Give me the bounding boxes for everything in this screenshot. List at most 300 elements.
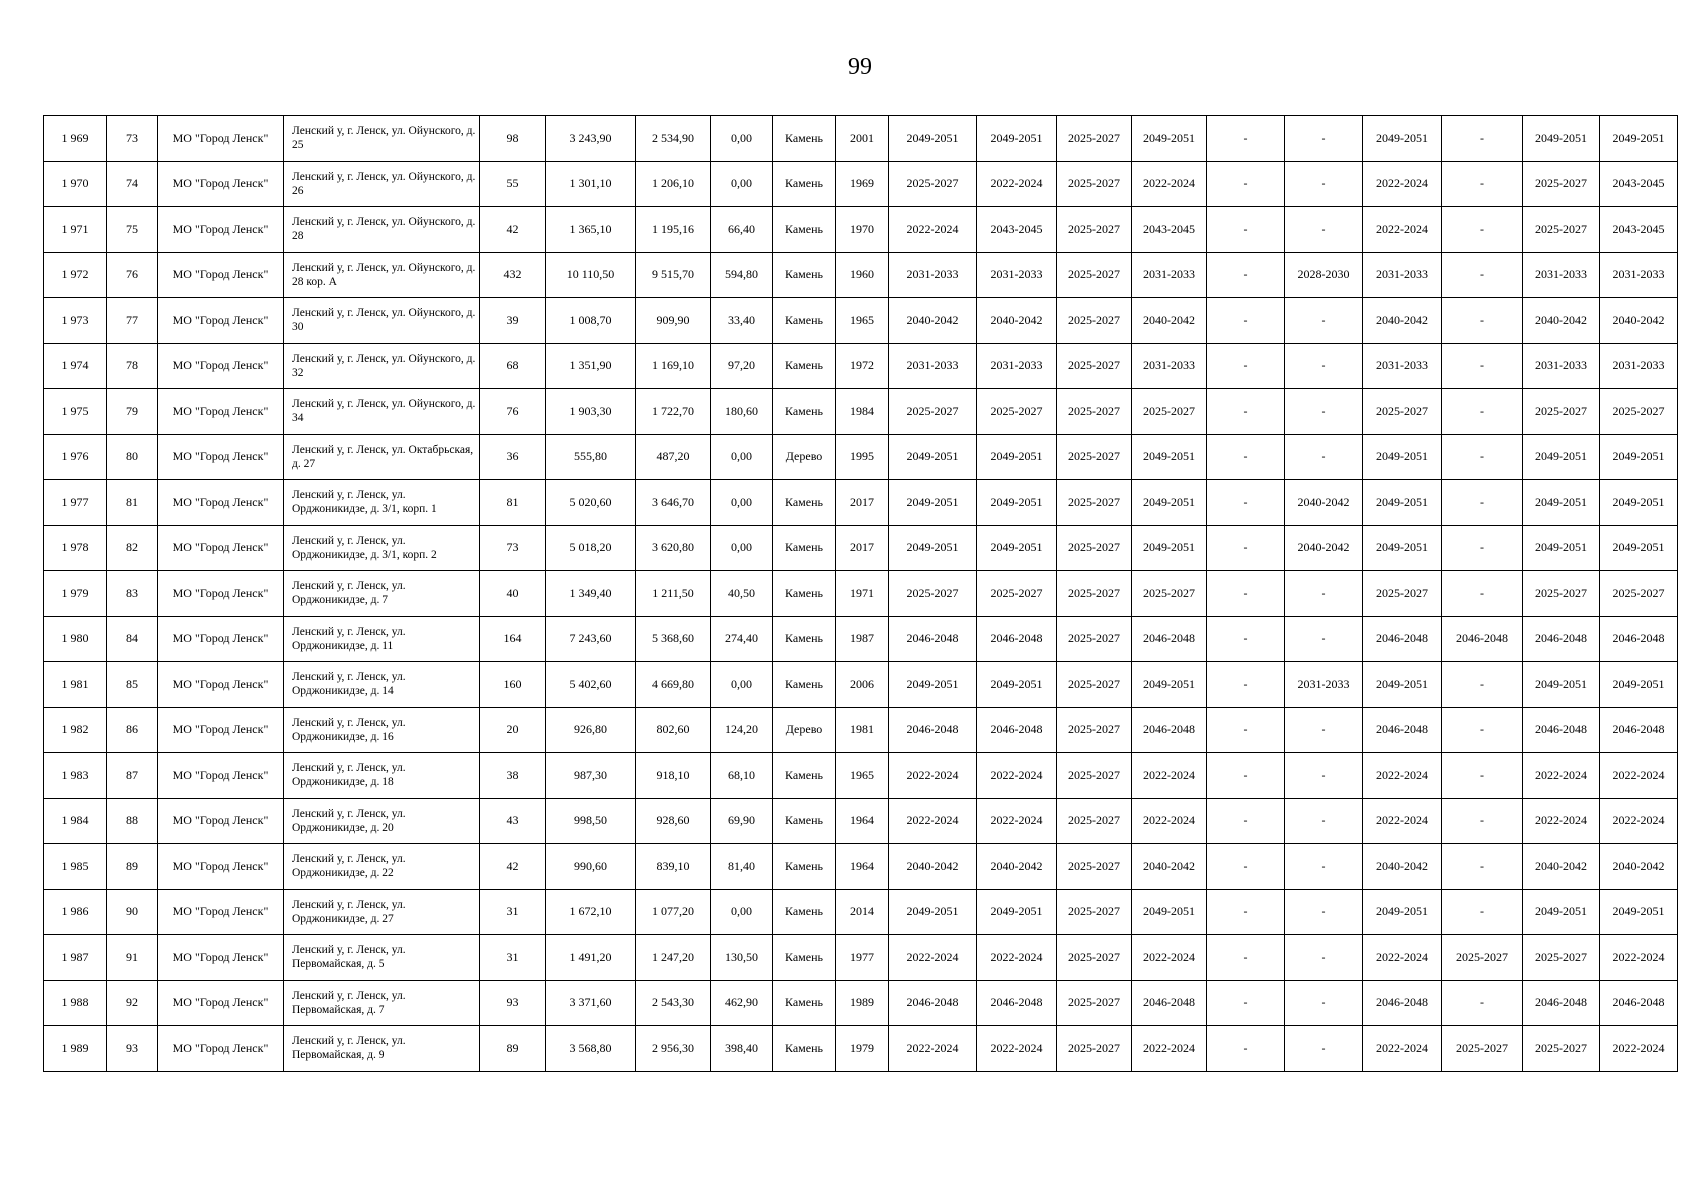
cell-period-water: - [1442, 480, 1523, 526]
cell-period-hotwater: 2025-2027 [1600, 389, 1678, 435]
cell-residents: 39 [480, 298, 546, 344]
cell-period-elevator: - [1285, 161, 1363, 207]
cell-period-facade: 2031-2033 [977, 343, 1057, 389]
cell-period-roof: 2046-2048 [889, 616, 977, 662]
cell-row-index: 1 973 [44, 298, 107, 344]
cell-total-area: 5 402,60 [546, 662, 636, 708]
cell-build-year: 1984 [836, 389, 889, 435]
cell-period-elevator: 2031-2033 [1285, 662, 1363, 708]
cell-address: Ленский у, г. Ленск, ул. Ойунского, д. 28 кор. А [284, 252, 480, 298]
cell-wall-material: Камень [773, 389, 836, 435]
cell-address: Ленский у, г. Ленск, ул. Первомайская, д. 5 [284, 935, 480, 981]
cell-period-electric: 2022-2024 [1363, 207, 1442, 253]
cell-build-year: 1965 [836, 753, 889, 799]
cell-residents: 164 [480, 616, 546, 662]
cell-municipality: МО "Город Ленск" [158, 616, 284, 662]
table-row [44, 343, 1678, 389]
cell-row-number: 89 [107, 844, 158, 890]
cell-nonliving-area: 462,90 [711, 980, 773, 1026]
cell-period-water: - [1442, 707, 1523, 753]
cell-period-roof: 2022-2024 [889, 207, 977, 253]
cell-period-roof: 2049-2051 [889, 525, 977, 571]
cell-period-gas: - [1207, 389, 1285, 435]
cell-residents: 432 [480, 252, 546, 298]
cell-row-index: 1 988 [44, 980, 107, 1026]
cell-living-area: 1 169,10 [636, 343, 711, 389]
cell-wall-material: Камень [773, 753, 836, 799]
table-row [44, 1026, 1678, 1072]
cell-period-hotwater: 2049-2051 [1600, 434, 1678, 480]
cell-period-gas: - [1207, 662, 1285, 708]
cell-period-electric: 2040-2042 [1363, 844, 1442, 890]
cell-municipality: МО "Город Ленск" [158, 980, 284, 1026]
cell-municipality: МО "Город Ленск" [158, 571, 284, 617]
cell-address: Ленский у, г. Ленск, ул. Орджоникидзе, д. 20 [284, 798, 480, 844]
cell-period-facade: 2046-2048 [977, 980, 1057, 1026]
cell-period-roof: 2046-2048 [889, 707, 977, 753]
cell-period-electric: 2022-2024 [1363, 935, 1442, 981]
cell-build-year: 1964 [836, 844, 889, 890]
cell-period-hotwater: 2040-2042 [1600, 844, 1678, 890]
cell-period-water: 2046-2048 [1442, 616, 1523, 662]
table-row [44, 389, 1678, 435]
cell-build-year: 1981 [836, 707, 889, 753]
table-row [44, 889, 1678, 935]
cell-living-area: 487,20 [636, 434, 711, 480]
cell-period-foundation: 2025-2027 [1057, 753, 1132, 799]
cell-municipality: МО "Город Ленск" [158, 798, 284, 844]
cell-row-number: 84 [107, 616, 158, 662]
cell-period-electric: 2049-2051 [1363, 480, 1442, 526]
cell-nonliving-area: 0,00 [711, 889, 773, 935]
cell-total-area: 1 365,10 [546, 207, 636, 253]
cell-nonliving-area: 274,40 [711, 616, 773, 662]
cell-address: Ленский у, г. Ленск, ул. Орджоникидзе, д. 16 [284, 707, 480, 753]
cell-nonliving-area: 81,40 [711, 844, 773, 890]
cell-period-electric: 2025-2027 [1363, 571, 1442, 617]
cell-period-facade: 2022-2024 [977, 1026, 1057, 1072]
cell-period-gas: - [1207, 298, 1285, 344]
cell-period-electric: 2022-2024 [1363, 798, 1442, 844]
cell-period-gas: - [1207, 1026, 1285, 1072]
cell-period-hotwater: 2046-2048 [1600, 980, 1678, 1026]
cell-total-area: 3 243,90 [546, 116, 636, 162]
cell-period-heating: 2040-2042 [1132, 298, 1207, 344]
cell-period-electric: 2022-2024 [1363, 161, 1442, 207]
cell-total-area: 990,60 [546, 844, 636, 890]
cell-period-water: - [1442, 116, 1523, 162]
cell-build-year: 1964 [836, 798, 889, 844]
cell-address: Ленский у, г. Ленск, ул. Ойунского, д. 25 [284, 116, 480, 162]
cell-period-water: - [1442, 389, 1523, 435]
cell-living-area: 3 620,80 [636, 525, 711, 571]
cell-period-electric: 2031-2033 [1363, 252, 1442, 298]
cell-build-year: 1995 [836, 434, 889, 480]
cell-row-number: 85 [107, 662, 158, 708]
cell-build-year: 2017 [836, 525, 889, 571]
cell-living-area: 1 722,70 [636, 389, 711, 435]
cell-wall-material: Камень [773, 116, 836, 162]
cell-row-number: 86 [107, 707, 158, 753]
cell-total-area: 1 351,90 [546, 343, 636, 389]
cell-period-elevator: - [1285, 798, 1363, 844]
table-row [44, 798, 1678, 844]
cell-total-area: 3 568,80 [546, 1026, 636, 1072]
cell-period-foundation: 2025-2027 [1057, 844, 1132, 890]
cell-row-index: 1 976 [44, 434, 107, 480]
cell-address: Ленский у, г. Ленск, ул. Орджоникидзе, д. 27 [284, 889, 480, 935]
cell-living-area: 9 515,70 [636, 252, 711, 298]
cell-period-hotwater: 2043-2045 [1600, 161, 1678, 207]
cell-period-elevator: - [1285, 298, 1363, 344]
cell-nonliving-area: 97,20 [711, 343, 773, 389]
cell-period-foundation: 2025-2027 [1057, 798, 1132, 844]
cell-period-roof: 2040-2042 [889, 298, 977, 344]
cell-nonliving-area: 68,10 [711, 753, 773, 799]
cell-period-facade: 2022-2024 [977, 753, 1057, 799]
cell-living-area: 2 534,90 [636, 116, 711, 162]
cell-row-index: 1 984 [44, 798, 107, 844]
cell-address: Ленский у, г. Ленск, ул. Орджоникидзе, д. 3/1, корп. 2 [284, 525, 480, 571]
cell-living-area: 1 077,20 [636, 889, 711, 935]
cell-living-area: 802,60 [636, 707, 711, 753]
cell-municipality: МО "Город Ленск" [158, 343, 284, 389]
cell-period-heating: 2022-2024 [1132, 798, 1207, 844]
cell-period-foundation: 2025-2027 [1057, 480, 1132, 526]
cell-municipality: МО "Город Ленск" [158, 707, 284, 753]
cell-total-area: 5 020,60 [546, 480, 636, 526]
cell-nonliving-area: 398,40 [711, 1026, 773, 1072]
cell-municipality: МО "Город Ленск" [158, 207, 284, 253]
cell-period-gas: - [1207, 207, 1285, 253]
table-row [44, 116, 1678, 162]
cell-period-facade: 2049-2051 [977, 525, 1057, 571]
cell-residents: 160 [480, 662, 546, 708]
cell-period-electric: 2046-2048 [1363, 707, 1442, 753]
cell-row-index: 1 971 [44, 207, 107, 253]
cell-wall-material: Камень [773, 980, 836, 1026]
cell-municipality: МО "Город Ленск" [158, 935, 284, 981]
cell-wall-material: Камень [773, 798, 836, 844]
cell-period-facade: 2040-2042 [977, 298, 1057, 344]
cell-period-hotwater: 2031-2033 [1600, 343, 1678, 389]
cell-period-elevator: - [1285, 707, 1363, 753]
cell-address: Ленский у, г. Ленск, ул. Ойунского, д. 34 [284, 389, 480, 435]
cell-municipality: МО "Город Ленск" [158, 389, 284, 435]
cell-period-gas: - [1207, 571, 1285, 617]
cell-nonliving-area: 180,60 [711, 389, 773, 435]
cell-period-sewage: 2031-2033 [1523, 343, 1600, 389]
cell-period-foundation: 2025-2027 [1057, 298, 1132, 344]
cell-address: Ленский у, г. Ленск, ул. Орджоникидзе, д. 14 [284, 662, 480, 708]
cell-period-sewage: 2025-2027 [1523, 207, 1600, 253]
cell-period-water: - [1442, 571, 1523, 617]
cell-period-sewage: 2049-2051 [1523, 434, 1600, 480]
cell-period-water: - [1442, 525, 1523, 571]
cell-period-water: - [1442, 662, 1523, 708]
cell-municipality: МО "Город Ленск" [158, 252, 284, 298]
cell-total-area: 555,80 [546, 434, 636, 480]
cell-period-water: - [1442, 434, 1523, 480]
cell-build-year: 1965 [836, 298, 889, 344]
cell-municipality: МО "Город Ленск" [158, 116, 284, 162]
cell-period-facade: 2040-2042 [977, 844, 1057, 890]
cell-row-number: 82 [107, 525, 158, 571]
cell-nonliving-area: 69,90 [711, 798, 773, 844]
cell-living-area: 3 646,70 [636, 480, 711, 526]
cell-total-area: 987,30 [546, 753, 636, 799]
cell-period-sewage: 2025-2027 [1523, 1026, 1600, 1072]
cell-period-elevator: - [1285, 207, 1363, 253]
cell-address: Ленский у, г. Ленск, ул. Ойунского, д. 30 [284, 298, 480, 344]
cell-nonliving-area: 130,50 [711, 935, 773, 981]
cell-period-sewage: 2049-2051 [1523, 662, 1600, 708]
cell-period-roof: 2049-2051 [889, 889, 977, 935]
cell-period-gas: - [1207, 980, 1285, 1026]
cell-period-water: - [1442, 252, 1523, 298]
table-body [44, 116, 1678, 1072]
cell-municipality: МО "Город Ленск" [158, 889, 284, 935]
cell-row-number: 90 [107, 889, 158, 935]
cell-period-gas: - [1207, 343, 1285, 389]
table-row [44, 662, 1678, 708]
cell-period-facade: 2043-2045 [977, 207, 1057, 253]
cell-period-foundation: 2025-2027 [1057, 707, 1132, 753]
cell-period-foundation: 2025-2027 [1057, 116, 1132, 162]
cell-period-heating: 2046-2048 [1132, 616, 1207, 662]
cell-row-index: 1 977 [44, 480, 107, 526]
cell-residents: 40 [480, 571, 546, 617]
cell-wall-material: Дерево [773, 707, 836, 753]
cell-row-number: 79 [107, 389, 158, 435]
cell-build-year: 1971 [836, 571, 889, 617]
cell-period-roof: 2049-2051 [889, 662, 977, 708]
cell-period-gas: - [1207, 889, 1285, 935]
cell-period-heating: 2022-2024 [1132, 1026, 1207, 1072]
cell-period-roof: 2031-2033 [889, 252, 977, 298]
cell-period-water: - [1442, 980, 1523, 1026]
cell-row-index: 1 980 [44, 616, 107, 662]
cell-period-electric: 2022-2024 [1363, 1026, 1442, 1072]
cell-period-heating: 2049-2051 [1132, 434, 1207, 480]
cell-period-roof: 2025-2027 [889, 389, 977, 435]
cell-row-index: 1 970 [44, 161, 107, 207]
cell-period-elevator: - [1285, 844, 1363, 890]
cell-total-area: 1 349,40 [546, 571, 636, 617]
cell-period-sewage: 2049-2051 [1523, 889, 1600, 935]
cell-period-gas: - [1207, 798, 1285, 844]
cell-period-heating: 2049-2051 [1132, 480, 1207, 526]
cell-period-electric: 2049-2051 [1363, 116, 1442, 162]
cell-period-elevator: 2028-2030 [1285, 252, 1363, 298]
cell-address: Ленский у, г. Ленск, ул. Орджоникидзе, д. 22 [284, 844, 480, 890]
cell-build-year: 1969 [836, 161, 889, 207]
cell-period-elevator: - [1285, 571, 1363, 617]
cell-build-year: 2017 [836, 480, 889, 526]
cell-nonliving-area: 0,00 [711, 161, 773, 207]
cell-build-year: 2014 [836, 889, 889, 935]
cell-municipality: МО "Город Ленск" [158, 480, 284, 526]
cell-nonliving-area: 0,00 [711, 116, 773, 162]
cell-period-heating: 2022-2024 [1132, 753, 1207, 799]
cell-period-elevator: 2040-2042 [1285, 525, 1363, 571]
cell-period-elevator: - [1285, 616, 1363, 662]
cell-municipality: МО "Город Ленск" [158, 525, 284, 571]
cell-address: Ленский у, г. Ленск, ул. Октабрьская, д. 27 [284, 434, 480, 480]
cell-municipality: МО "Город Ленск" [158, 434, 284, 480]
cell-row-number: 76 [107, 252, 158, 298]
cell-row-number: 88 [107, 798, 158, 844]
cell-period-gas: - [1207, 616, 1285, 662]
cell-period-heating: 2040-2042 [1132, 844, 1207, 890]
cell-period-water: - [1442, 798, 1523, 844]
cell-period-heating: 2043-2045 [1132, 207, 1207, 253]
cell-period-facade: 2046-2048 [977, 707, 1057, 753]
cell-nonliving-area: 124,20 [711, 707, 773, 753]
cell-period-roof: 2022-2024 [889, 935, 977, 981]
cell-period-gas: - [1207, 844, 1285, 890]
cell-period-foundation: 2025-2027 [1057, 207, 1132, 253]
cell-period-heating: 2046-2048 [1132, 707, 1207, 753]
cell-period-roof: 2022-2024 [889, 798, 977, 844]
cell-residents: 36 [480, 434, 546, 480]
cell-period-foundation: 2025-2027 [1057, 252, 1132, 298]
cell-period-facade: 2022-2024 [977, 935, 1057, 981]
table-row [44, 571, 1678, 617]
table-row [44, 525, 1678, 571]
cell-living-area: 909,90 [636, 298, 711, 344]
cell-address: Ленский у, г. Ленск, ул. Ойунского, д. 32 [284, 343, 480, 389]
cell-address: Ленский у, г. Ленск, ул. Ойунского, д. 28 [284, 207, 480, 253]
table-row [44, 753, 1678, 799]
cell-period-electric: 2031-2033 [1363, 343, 1442, 389]
cell-period-sewage: 2040-2042 [1523, 298, 1600, 344]
cell-municipality: МО "Город Ленск" [158, 662, 284, 708]
cell-total-area: 1 672,10 [546, 889, 636, 935]
cell-period-gas: - [1207, 480, 1285, 526]
cell-row-index: 1 987 [44, 935, 107, 981]
cell-build-year: 1960 [836, 252, 889, 298]
cell-period-heating: 2049-2051 [1132, 662, 1207, 708]
cell-period-elevator: - [1285, 889, 1363, 935]
cell-residents: 31 [480, 889, 546, 935]
table-row [44, 844, 1678, 890]
cell-period-sewage: 2046-2048 [1523, 616, 1600, 662]
cell-nonliving-area: 594,80 [711, 252, 773, 298]
cell-row-index: 1 975 [44, 389, 107, 435]
cell-municipality: МО "Город Ленск" [158, 753, 284, 799]
cell-period-foundation: 2025-2027 [1057, 161, 1132, 207]
cell-address: Ленский у, г. Ленск, ул. Орджоникидзе, д. 18 [284, 753, 480, 799]
cell-period-sewage: 2025-2027 [1523, 161, 1600, 207]
cell-period-sewage: 2049-2051 [1523, 116, 1600, 162]
cell-period-heating: 2049-2051 [1132, 889, 1207, 935]
cell-period-water: 2025-2027 [1442, 935, 1523, 981]
cell-period-foundation: 2025-2027 [1057, 525, 1132, 571]
cell-period-water: - [1442, 844, 1523, 890]
cell-residents: 20 [480, 707, 546, 753]
cell-residents: 76 [480, 389, 546, 435]
cell-period-sewage: 2049-2051 [1523, 480, 1600, 526]
cell-period-roof: 2031-2033 [889, 343, 977, 389]
table-row [44, 980, 1678, 1026]
cell-period-facade: 2031-2033 [977, 252, 1057, 298]
cell-row-number: 74 [107, 161, 158, 207]
cell-period-gas: - [1207, 161, 1285, 207]
cell-period-roof: 2040-2042 [889, 844, 977, 890]
cell-wall-material: Дерево [773, 434, 836, 480]
cell-wall-material: Камень [773, 252, 836, 298]
cell-total-area: 926,80 [546, 707, 636, 753]
cell-wall-material: Камень [773, 662, 836, 708]
cell-living-area: 1 206,10 [636, 161, 711, 207]
cell-nonliving-area: 0,00 [711, 434, 773, 480]
cell-row-index: 1 989 [44, 1026, 107, 1072]
cell-living-area: 2 956,30 [636, 1026, 711, 1072]
cell-period-gas: - [1207, 707, 1285, 753]
cell-period-foundation: 2025-2027 [1057, 980, 1132, 1026]
cell-period-elevator: - [1285, 753, 1363, 799]
cell-row-number: 81 [107, 480, 158, 526]
cell-period-heating: 2022-2024 [1132, 935, 1207, 981]
cell-residents: 43 [480, 798, 546, 844]
cell-period-foundation: 2025-2027 [1057, 662, 1132, 708]
cell-period-hotwater: 2022-2024 [1600, 935, 1678, 981]
cell-residents: 93 [480, 980, 546, 1026]
cell-municipality: МО "Город Ленск" [158, 1026, 284, 1072]
cell-period-hotwater: 2046-2048 [1600, 616, 1678, 662]
cell-period-elevator: - [1285, 935, 1363, 981]
cell-period-heating: 2025-2027 [1132, 571, 1207, 617]
cell-row-number: 75 [107, 207, 158, 253]
cell-period-water: - [1442, 161, 1523, 207]
cell-period-elevator: - [1285, 1026, 1363, 1072]
housing-registry-table [43, 115, 1678, 1072]
cell-period-hotwater: 2043-2045 [1600, 207, 1678, 253]
cell-period-facade: 2025-2027 [977, 389, 1057, 435]
cell-period-foundation: 2025-2027 [1057, 389, 1132, 435]
table-row [44, 207, 1678, 253]
cell-wall-material: Камень [773, 571, 836, 617]
cell-total-area: 1 008,70 [546, 298, 636, 344]
cell-row-index: 1 981 [44, 662, 107, 708]
cell-period-electric: 2022-2024 [1363, 753, 1442, 799]
cell-nonliving-area: 66,40 [711, 207, 773, 253]
cell-period-gas: - [1207, 116, 1285, 162]
cell-period-roof: 2022-2024 [889, 1026, 977, 1072]
cell-living-area: 918,10 [636, 753, 711, 799]
table-row [44, 616, 1678, 662]
cell-row-number: 80 [107, 434, 158, 480]
cell-period-elevator: 2040-2042 [1285, 480, 1363, 526]
cell-period-water: - [1442, 343, 1523, 389]
cell-build-year: 1972 [836, 343, 889, 389]
cell-wall-material: Камень [773, 1026, 836, 1072]
cell-period-heating: 2022-2024 [1132, 161, 1207, 207]
cell-period-roof: 2049-2051 [889, 480, 977, 526]
cell-period-hotwater: 2040-2042 [1600, 298, 1678, 344]
table-row [44, 935, 1678, 981]
cell-period-sewage: 2022-2024 [1523, 753, 1600, 799]
cell-period-roof: 2025-2027 [889, 571, 977, 617]
cell-wall-material: Камень [773, 525, 836, 571]
cell-wall-material: Камень [773, 343, 836, 389]
cell-period-water: - [1442, 298, 1523, 344]
cell-period-heating: 2046-2048 [1132, 980, 1207, 1026]
cell-residents: 73 [480, 525, 546, 571]
cell-period-heating: 2031-2033 [1132, 343, 1207, 389]
cell-period-heating: 2031-2033 [1132, 252, 1207, 298]
